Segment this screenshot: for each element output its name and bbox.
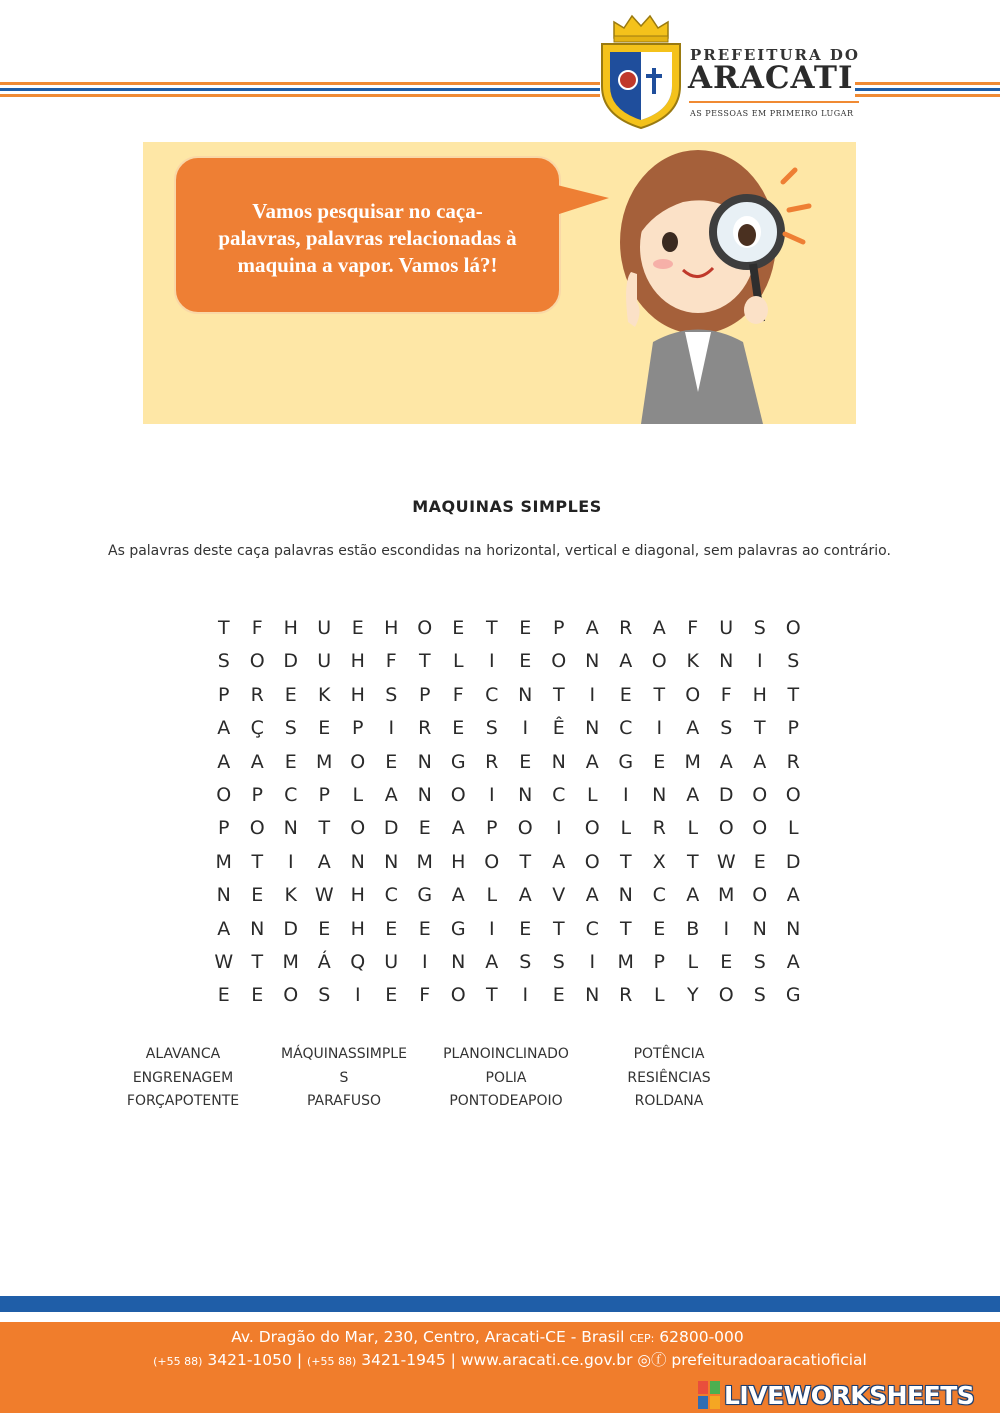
grid-letter[interactable]: E	[753, 850, 766, 873]
word-list-item: PONTODEAPOIO	[449, 1093, 563, 1109]
word-list-column-2	[268, 1043, 420, 1114]
word-list-item: ENGRENAGEM	[132, 1069, 234, 1086]
grid-letter[interactable]: C	[619, 717, 633, 740]
grid-letter[interactable]: A	[217, 750, 231, 773]
grid-letter[interactable]: E	[552, 984, 565, 1007]
speech-bubble	[174, 156, 561, 314]
grid-letter[interactable]: E	[452, 617, 465, 639]
grid-letter[interactable]: N	[719, 650, 734, 673]
grid-letter[interactable]: H	[451, 850, 466, 873]
grid-letter[interactable]: T	[552, 683, 565, 706]
grid-letter[interactable]: I	[522, 984, 529, 1007]
grid-letter[interactable]: L	[687, 951, 699, 973]
grid-letter[interactable]: A	[686, 884, 700, 907]
grid-letter[interactable]: I	[656, 717, 663, 740]
grid-letter[interactable]: E	[653, 917, 666, 940]
grid-letter[interactable]: O	[785, 784, 801, 806]
grid-letter[interactable]: T	[318, 817, 331, 840]
grid-letter[interactable]: A	[451, 817, 465, 840]
grid-letter[interactable]: E	[720, 951, 733, 973]
grid-letter[interactable]: R	[619, 984, 633, 1007]
grid-letter[interactable]: T	[686, 850, 699, 873]
grid-letter[interactable]: Ç	[250, 717, 264, 740]
grid-letter[interactable]: G	[450, 917, 466, 940]
grid-letter[interactable]: A	[585, 617, 599, 639]
word-list-item: S	[339, 1069, 349, 1086]
grid-letter[interactable]: U	[317, 617, 332, 639]
grid-letter[interactable]: I	[388, 717, 395, 740]
grid-letter[interactable]: M	[416, 850, 433, 873]
grid-letter[interactable]: I	[488, 917, 495, 940]
grid-letter[interactable]: M	[718, 884, 735, 907]
grid-letter[interactable]: M	[215, 850, 232, 873]
grid-letter[interactable]: E	[351, 617, 364, 639]
grid-letter[interactable]: E	[418, 917, 431, 940]
facebook-icon: ⓕ	[650, 1351, 667, 1369]
grid-letter[interactable]: S	[519, 951, 532, 973]
grid-letter[interactable]: P	[419, 683, 431, 706]
grid-letter[interactable]: I	[421, 951, 428, 973]
grid-letter[interactable]: O	[417, 617, 433, 639]
grid-letter[interactable]: H	[350, 650, 365, 673]
grid-letter[interactable]: F	[687, 617, 699, 639]
grid-letter[interactable]: L	[486, 884, 498, 907]
grid-letter[interactable]: A	[652, 617, 666, 639]
grid-letter[interactable]: E	[418, 817, 431, 840]
grid-letter[interactable]: T	[787, 683, 800, 706]
grid-letter[interactable]: S	[753, 617, 766, 639]
grid-letter[interactable]: I	[488, 784, 495, 806]
footer-address-line	[0, 1328, 975, 1346]
grid-letter[interactable]: E	[251, 984, 264, 1007]
footer-website-link[interactable]: www.aracati.ce.gov.br	[460, 1351, 633, 1369]
grid-letter[interactable]: E	[318, 917, 331, 940]
grid-letter[interactable]: A	[686, 717, 700, 740]
grid-letter[interactable]: O	[752, 817, 768, 840]
grid-letter[interactable]: E	[385, 917, 398, 940]
grid-letter[interactable]: I	[589, 683, 596, 706]
grid-letter[interactable]: T	[485, 984, 498, 1007]
grid-letter[interactable]: I	[354, 984, 361, 1007]
word-list-item: ALAVANCA	[145, 1046, 221, 1062]
grid-letter[interactable]: U	[719, 617, 734, 639]
word-list-item: PARAFUSO	[306, 1093, 382, 1109]
grid-letter[interactable]: E	[284, 750, 297, 773]
header-stripe-right-middle	[855, 88, 1000, 91]
brand-name: ARACATI	[688, 60, 854, 96]
grid-letter[interactable]: N	[216, 884, 231, 907]
grid-letter[interactable]: S	[284, 717, 297, 740]
grid-letter[interactable]: O	[249, 817, 265, 840]
grid-letter[interactable]: N	[350, 850, 365, 873]
grid-letter[interactable]: N	[585, 650, 600, 673]
grid-letter[interactable]: A	[217, 717, 231, 740]
grid-letter[interactable]: C	[652, 884, 666, 907]
liveworksheets-watermark	[698, 1380, 998, 1410]
grid-letter[interactable]: L	[653, 984, 665, 1007]
grid-letter[interactable]: R	[250, 683, 264, 706]
grid-letter[interactable]: M	[617, 951, 634, 973]
grid-letter[interactable]: K	[284, 884, 297, 907]
word-list-column-1	[108, 1043, 258, 1114]
speech-text	[186, 198, 549, 279]
word-list-column-3	[430, 1043, 582, 1114]
grid-letter[interactable]: O	[450, 984, 466, 1007]
grid-letter[interactable]: O	[685, 683, 701, 706]
speech-line: maquina a vapor. Vamos lá?!	[237, 253, 498, 277]
grid-letter[interactable]: E	[519, 617, 532, 639]
grid-letter[interactable]: T	[519, 850, 532, 873]
grid-letter[interactable]: F	[385, 650, 397, 673]
speech-bubble-tail	[553, 180, 613, 220]
brand-top-text: PREFEITURA DO	[690, 46, 860, 64]
word-list-item: PLANOINCLINADO	[443, 1046, 569, 1062]
grid-letter[interactable]: A	[753, 750, 767, 773]
grid-letter[interactable]: L	[620, 817, 632, 840]
grid-letter[interactable]: L	[452, 650, 464, 673]
grid-letter[interactable]: A	[585, 750, 599, 773]
grid-letter[interactable]: S	[217, 650, 230, 673]
grid-letter[interactable]: S	[485, 717, 498, 740]
grid-letter[interactable]: N	[417, 750, 432, 773]
grid-letter[interactable]: N	[518, 784, 533, 806]
grid-letter[interactable]: M	[282, 951, 299, 973]
grid-letter[interactable]: A	[451, 884, 465, 907]
grid-letter[interactable]: P	[218, 817, 230, 840]
grid-letter[interactable]: P	[653, 951, 665, 973]
grid-letter[interactable]: N	[551, 750, 566, 773]
grid-letter[interactable]: T	[418, 650, 431, 673]
grid-letter[interactable]: F	[251, 617, 263, 639]
grid-letter[interactable]: O	[283, 984, 299, 1007]
grid-letter[interactable]: I	[555, 817, 562, 840]
grid-letter[interactable]: S	[753, 951, 766, 973]
footer-social-handle[interactable]: prefeituradoaracatioficial	[671, 1351, 867, 1369]
grid-letter[interactable]: R	[485, 750, 499, 773]
grid-letter[interactable]: D	[718, 784, 734, 806]
grid-letter[interactable]: O	[718, 984, 734, 1007]
grid-letter[interactable]: T	[217, 617, 230, 639]
grid-letter[interactable]: N	[518, 683, 533, 706]
header-stripe-top	[0, 82, 600, 85]
grid-letter[interactable]: O	[350, 817, 366, 840]
grid-letter[interactable]: T	[251, 850, 264, 873]
word-list-item: FORÇAPOTENTE	[126, 1093, 240, 1109]
grid-letter[interactable]: Ê	[552, 717, 565, 740]
grid-letter[interactable]: I	[622, 784, 629, 806]
grid-letter[interactable]: N	[618, 884, 633, 907]
grid-letter[interactable]: W	[314, 884, 334, 907]
grid-letter[interactable]: G	[417, 884, 433, 907]
grid-letter[interactable]: F	[452, 683, 464, 706]
grid-letter[interactable]: C	[384, 884, 398, 907]
grid-letter[interactable]: P	[787, 717, 799, 740]
grid-letter[interactable]: C	[485, 683, 499, 706]
speech-line: Vamos pesquisar no caça-	[252, 199, 483, 223]
grid-letter[interactable]: S	[385, 683, 398, 706]
brand-slogan: AS PESSOAS EM PRIMEIRO LUGAR	[690, 109, 854, 118]
grid-letter[interactable]: N	[652, 784, 667, 806]
grid-letter[interactable]: N	[585, 717, 600, 740]
grid-letter[interactable]: O	[651, 650, 667, 673]
footer-phone1-prefix: (+55 88)	[153, 1355, 203, 1368]
grid-letter[interactable]: I	[287, 850, 294, 873]
grid-letter[interactable]: S	[552, 951, 565, 973]
grid-letter[interactable]: Á	[317, 951, 331, 973]
grid-letter[interactable]: D	[283, 917, 299, 940]
grid-letter[interactable]: S	[720, 717, 733, 740]
word-list-item: MÁQUINASSIMPLE	[281, 1046, 407, 1062]
footer-blue-band	[0, 1296, 1000, 1312]
grid-letter[interactable]: E	[385, 984, 398, 1007]
word-list-item: POLIA	[485, 1069, 527, 1086]
grid-letter[interactable]: D	[785, 850, 801, 873]
grid-letter[interactable]: O	[752, 784, 768, 806]
grid-letter[interactable]: A	[719, 750, 733, 773]
grid-letter[interactable]: H	[384, 617, 399, 639]
footer-phone1: 3421-1050	[207, 1351, 292, 1369]
header-stripe-bottom	[0, 94, 600, 97]
word-list-column-4	[594, 1043, 744, 1114]
grid-letter[interactable]: E	[519, 750, 532, 773]
header-stripe-middle	[0, 88, 600, 91]
grid-letter[interactable]: F	[720, 683, 732, 706]
grid-letter[interactable]: T	[619, 917, 632, 940]
worksheet-instructions: As palavras deste caça palavras estão escondidas na horizontal, vertical e diagonal, sem palavras ao contrário.	[108, 543, 891, 559]
grid-letter[interactable]: O	[551, 650, 567, 673]
grid-letter[interactable]: P	[486, 817, 498, 840]
grid-letter[interactable]: Q	[350, 951, 366, 973]
grid-letter[interactable]: E	[318, 717, 331, 740]
grid-letter[interactable]: O	[216, 784, 232, 806]
grid-letter[interactable]: N	[250, 917, 265, 940]
instagram-icon: ◎	[637, 1351, 651, 1369]
grid-letter[interactable]: O	[484, 850, 500, 873]
grid-letter[interactable]: I	[488, 650, 495, 673]
grid-letter[interactable]: I	[522, 717, 529, 740]
grid-letter[interactable]: D	[383, 817, 399, 840]
grid-letter[interactable]: O	[752, 884, 768, 907]
grid-letter[interactable]: U	[317, 650, 332, 673]
grid-letter[interactable]: G	[785, 984, 801, 1007]
grid-letter[interactable]: N	[752, 917, 767, 940]
grid-letter[interactable]: Y	[686, 984, 699, 1007]
brand-underline	[689, 101, 859, 105]
liveworksheets-text: LIVEWORKSHEETS	[724, 1381, 975, 1410]
grid-letter[interactable]: P	[251, 784, 263, 806]
grid-letter[interactable]: W	[716, 850, 736, 873]
grid-letter[interactable]: A	[485, 951, 499, 973]
prefeitura-logo	[596, 8, 866, 132]
grid-letter[interactable]: T	[485, 617, 498, 639]
grid-letter[interactable]: E	[619, 683, 632, 706]
grid-letter[interactable]: I	[756, 650, 763, 673]
grid-letter[interactable]: E	[519, 650, 532, 673]
grid-letter[interactable]: E	[284, 683, 297, 706]
worksheet-title: MAQUINAS SIMPLES	[412, 497, 602, 516]
grid-letter[interactable]: R	[786, 750, 800, 773]
grid-letter[interactable]: P	[218, 683, 230, 706]
grid-letter[interactable]: H	[350, 917, 365, 940]
grid-letter[interactable]: N	[417, 784, 432, 806]
grid-letter[interactable]: O	[718, 817, 734, 840]
grid-letter[interactable]: E	[217, 984, 230, 1007]
grid-letter[interactable]: R	[418, 717, 432, 740]
grid-letter[interactable]: O	[584, 850, 600, 873]
word-list-item: POTÊNCIA	[633, 1046, 705, 1062]
grid-letter[interactable]: E	[452, 717, 465, 740]
grid-letter[interactable]: G	[618, 750, 634, 773]
grid-letter[interactable]: N	[384, 850, 399, 873]
grid-letter[interactable]: L	[586, 784, 598, 806]
footer-phone2-prefix: (+55 88)	[306, 1355, 357, 1368]
grid-letter[interactable]: O	[249, 650, 265, 673]
header-stripe-right-bottom	[855, 94, 1000, 97]
grid-letter[interactable]: A	[786, 884, 800, 907]
grid-letter[interactable]: M	[684, 750, 701, 773]
grid-letter[interactable]: O	[785, 617, 801, 639]
intro-banner	[143, 142, 856, 424]
grid-letter[interactable]: E	[251, 884, 264, 907]
grid-letter[interactable]: I	[589, 951, 596, 973]
grid-letter[interactable]: C	[552, 784, 566, 806]
grid-letter[interactable]: U	[384, 951, 399, 973]
grid-letter[interactable]: K	[318, 683, 331, 706]
grid-letter[interactable]: A	[250, 750, 264, 773]
grid-letter[interactable]: E	[385, 750, 398, 773]
grid-letter[interactable]: V	[552, 884, 566, 907]
grid-letter[interactable]: H	[350, 884, 365, 907]
footer-phone2: 3421-1945	[361, 1351, 446, 1369]
footer-cep-label: CEP:	[629, 1332, 655, 1345]
grid-letter[interactable]: A	[552, 850, 566, 873]
word-list-item: RESIÊNCIAS	[627, 1069, 711, 1086]
grid-letter[interactable]: O	[450, 784, 466, 806]
grid-letter[interactable]: R	[619, 617, 633, 639]
liveworksheets-logo-icon	[698, 1381, 722, 1409]
grid-letter[interactable]: S	[318, 984, 331, 1007]
grid-letter[interactable]: N	[451, 951, 466, 973]
grid-letter[interactable]: O	[517, 817, 533, 840]
grid-letter[interactable]: C	[585, 917, 599, 940]
grid-letter[interactable]: H	[752, 683, 767, 706]
grid-letter[interactable]: W	[214, 951, 234, 973]
grid-letter[interactable]: O	[350, 750, 366, 773]
grid-letter[interactable]: N	[585, 984, 600, 1007]
grid-letter[interactable]: N	[283, 817, 298, 840]
footer-cep: 62800-000	[659, 1328, 744, 1346]
grid-letter[interactable]: A	[518, 884, 532, 907]
grid-letter[interactable]: N	[786, 917, 801, 940]
grid-letter[interactable]: D	[283, 650, 299, 673]
grid-letter[interactable]: G	[450, 750, 466, 773]
grid-letter[interactable]: A	[686, 784, 700, 806]
grid-letter[interactable]: R	[652, 817, 666, 840]
word-list-item: ROLDANA	[634, 1093, 704, 1109]
grid-letter[interactable]: S	[787, 650, 800, 673]
grid-letter[interactable]: P	[318, 784, 330, 806]
grid-letter[interactable]: C	[284, 784, 298, 806]
grid-letter[interactable]: O	[584, 817, 600, 840]
grid-letter[interactable]: X	[652, 850, 666, 873]
grid-letter[interactable]: L	[687, 817, 699, 840]
grid-letter[interactable]: T	[753, 717, 766, 740]
header-stripe-right-top	[855, 82, 1000, 85]
grid-letter[interactable]: L	[787, 817, 799, 840]
grid-letter[interactable]: S	[753, 984, 766, 1007]
speech-line: palavras, palavras relacionadas à	[218, 226, 517, 250]
grid-letter[interactable]: E	[519, 917, 532, 940]
grid-letter[interactable]: P	[553, 617, 565, 639]
grid-letter[interactable]: A	[619, 650, 633, 673]
grid-letter[interactable]: A	[585, 884, 599, 907]
grid-letter[interactable]: A	[786, 951, 800, 973]
grid-letter[interactable]: T	[619, 850, 632, 873]
grid-letter[interactable]: L	[352, 784, 364, 806]
grid-letter[interactable]: E	[653, 750, 666, 773]
footer-contact-line: (+55 88) 3421-1050 | (+55 88) 3421-1945 | www.aracati.ce.gov.br ◎ⓕ prefeituradoaracatioficial	[153, 1351, 867, 1369]
grid-letter[interactable]: A	[384, 784, 398, 806]
grid-letter[interactable]: B	[686, 917, 700, 940]
grid-letter[interactable]: P	[352, 717, 364, 740]
grid-letter[interactable]: H	[283, 617, 298, 639]
footer-address: Av. Dragão do Mar, 230, Centro, Aracati-CE - Brasil	[231, 1328, 625, 1346]
grid-letter[interactable]: T	[653, 683, 666, 706]
grid-letter[interactable]: A	[317, 850, 331, 873]
grid-letter[interactable]: I	[723, 917, 730, 940]
grid-letter[interactable]: M	[316, 750, 333, 773]
grid-letter[interactable]: T	[552, 917, 565, 940]
grid-letter[interactable]: A	[217, 917, 231, 940]
girl-with-magnifier-illustration	[613, 142, 856, 424]
grid-letter[interactable]: K	[686, 650, 699, 673]
coat-of-arms-icon	[596, 8, 686, 132]
grid-letter[interactable]: H	[350, 683, 365, 706]
grid-letter[interactable]: T	[251, 951, 264, 973]
grid-letter[interactable]: F	[419, 984, 431, 1007]
